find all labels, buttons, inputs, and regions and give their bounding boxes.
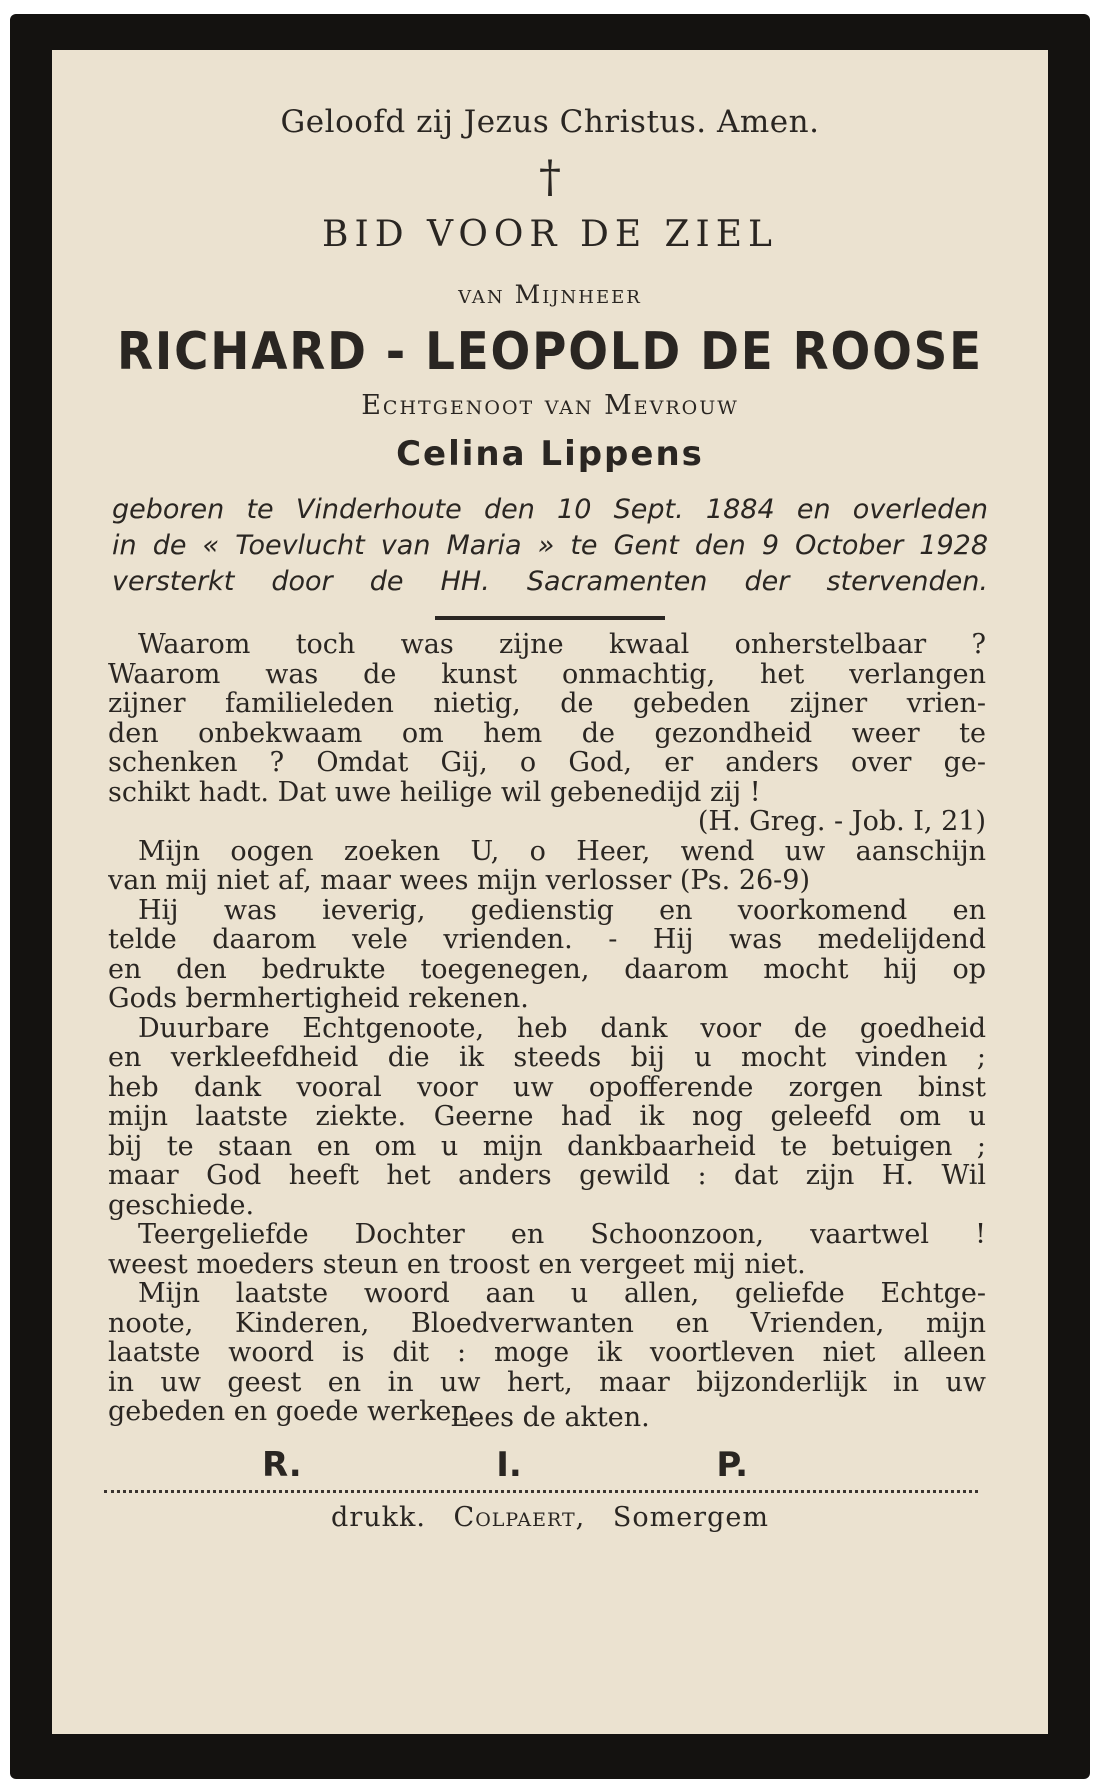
text-line: en den bedrukte toegenegen, daarom mocht hij op [108, 954, 986, 984]
text-line: mijn laatste ziekte. Geerne had ik nog geleefd om u [108, 1102, 986, 1132]
rip-letter: R. [262, 1445, 302, 1485]
memorial-text [108, 630, 986, 1427]
text-line: gebeden en goede werken. [108, 1397, 478, 1427]
divider-rule [435, 616, 665, 620]
text-line: in uw geest en in uw hert, maar bijzonderlijk in uw [108, 1367, 986, 1397]
birth-line: in de « Toevlucht van Maria » te Gent den 9 October 1928 [112, 530, 988, 561]
text-line: Hij was ieverig, gedienstig en voorkomend en [138, 895, 986, 925]
rip-letter: I. [496, 1445, 522, 1485]
deceased-name: RICHARD - LEOPOLD DE ROOSE [117, 322, 983, 382]
text-line: Mijn laatste woord aan u allen, geliefde Echtge- [138, 1279, 986, 1309]
prayer-heading: BID VOOR DE ZIEL [322, 214, 778, 255]
closing-line: Lees de akten. [450, 1402, 650, 1433]
text-line: heb dank vooral voor uw opofferende zorgen binst [108, 1072, 986, 1102]
dotted-divider [104, 1490, 978, 1493]
rip-letter: P. [716, 1445, 748, 1485]
text-line: Waarom was de kunst onmachtig, het verlangen [108, 659, 986, 689]
birth-death-details [112, 492, 988, 600]
spouse-name: Celina Lippens [396, 434, 704, 474]
text-line: weest moeders steun en troost en vergeet mij niet. [108, 1249, 806, 1279]
birth-line: versterkt door de HH. Sacramenten der stervenden. [112, 566, 988, 597]
text-line: noote, Kinderen, Bloedverwanten en Vrienden, mijn [108, 1308, 986, 1338]
rip-initials [262, 1445, 748, 1485]
text-line: schenken ? Omdat Gij, o God, er anders over ge- [108, 748, 986, 778]
birth-line: geboren te Vinderhoute den 10 Sept. 1884 en overleden [112, 494, 988, 525]
text-line: en verkleefdheid die ik steeds bij u mocht vinden ; [108, 1043, 986, 1073]
text-line: zijner familieleden nietig, de gebeden zijner vrien- [108, 689, 986, 719]
text-line: maar God heeft het anders gewild : dat zijn H. Wil [108, 1161, 986, 1191]
text-line: bij te staan en om u mijn dankbaarheid te betuigen ; [108, 1131, 986, 1161]
text-line: Gods bermhertigheid rekenen. [108, 984, 529, 1014]
spouse-label: Echtgenoot van Mevrouw [361, 390, 739, 421]
text-line: geschiede. [108, 1190, 255, 1220]
text-line: Mijn oogen zoeken U, o Heer, wend uw aanschijn [138, 836, 986, 866]
printer-credit [52, 1502, 1048, 1533]
citation: (H. Greg. - Job. I, 21) [697, 807, 986, 837]
invocation: Geloofd zij Jezus Christus. Amen. [280, 104, 820, 140]
text-line: schikt hadt. Dat uwe heilige wil gebenedijd zij ! [108, 777, 761, 807]
text-line: Teergeliefde Dochter en Schoonzoon, vaartwel ! [138, 1220, 986, 1250]
printer-name: Colpaert, [453, 1502, 586, 1533]
printer-place: Somergem [612, 1502, 769, 1533]
text-line: Duurbare Echtgenoote, heb dank voor de goedheid [138, 1013, 986, 1043]
text-line: Waarom toch was zijne kwaal onherstelbaar ? [138, 630, 986, 660]
printer-prefix: drukk. [331, 1502, 426, 1533]
memorial-card [52, 50, 1048, 1734]
text-line: laatste woord is dit : moge ik voortleven niet alleen [108, 1338, 986, 1368]
text-line: telde daarom vele vrienden. - Hij was medelijdend [108, 925, 986, 955]
honorific: van Mijnheer [458, 280, 642, 309]
cross-icon: † [539, 152, 561, 203]
text-line: van mij niet af, maar wees mijn verlosser (Ps. 26-9) [108, 866, 811, 896]
text-line: den onbekwaam om hem de gezondheid weer te [108, 718, 986, 748]
